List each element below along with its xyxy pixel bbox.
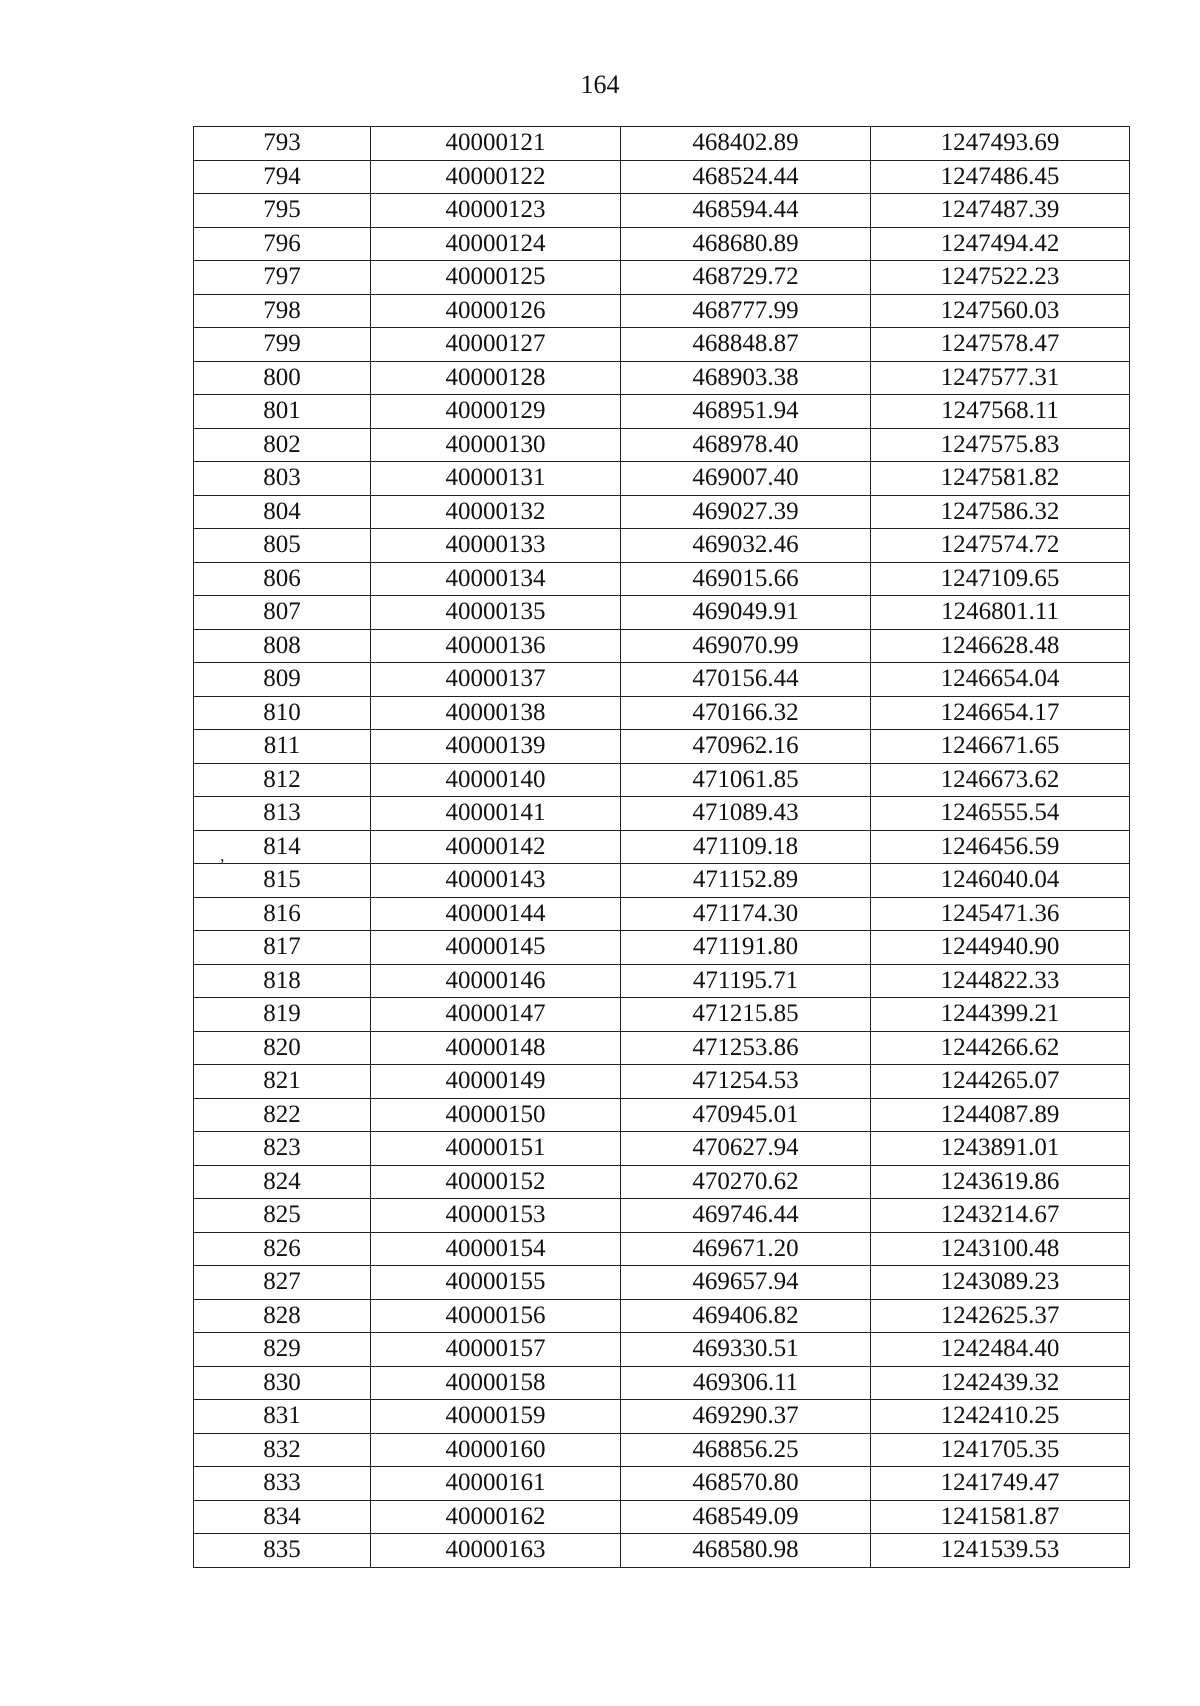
page-number: 164 <box>580 70 620 99</box>
coordinates-table-container <box>193 126 1129 1568</box>
point-id-cell: 40000131 <box>371 462 621 496</box>
x-coordinate-cell: 470270.62 <box>621 1165 871 1199</box>
table-row <box>194 194 1130 228</box>
y-coordinate-cell: 1247109.65 <box>871 562 1130 596</box>
table-row <box>194 1534 1130 1568</box>
row-number-cell: 797 <box>194 261 371 295</box>
x-coordinate-cell: 469290.37 <box>621 1400 871 1434</box>
point-id-cell: 40000128 <box>371 361 621 395</box>
row-number-cell: 809 <box>194 663 371 697</box>
table-row <box>194 830 1130 864</box>
row-number-cell: 801 <box>194 395 371 429</box>
y-coordinate-cell: 1246555.54 <box>871 797 1130 831</box>
point-id-cell: 40000161 <box>371 1467 621 1501</box>
x-coordinate-cell: 469671.20 <box>621 1232 871 1266</box>
point-id-cell: 40000145 <box>371 931 621 965</box>
y-coordinate-cell: 1242625.37 <box>871 1299 1130 1333</box>
row-number-cell: 793 <box>194 127 371 161</box>
x-coordinate-cell: 470156.44 <box>621 663 871 697</box>
y-coordinate-cell: 1246040.04 <box>871 864 1130 898</box>
table-row <box>194 964 1130 998</box>
y-coordinate-cell: 1246801.11 <box>871 596 1130 630</box>
row-number-cell: 811 <box>194 730 371 764</box>
stray-mark: , <box>220 845 225 865</box>
point-id-cell: 40000129 <box>371 395 621 429</box>
table-row <box>194 428 1130 462</box>
row-number-cell: 800 <box>194 361 371 395</box>
table-row <box>194 663 1130 697</box>
row-number-cell: 802 <box>194 428 371 462</box>
point-id-cell: 40000127 <box>371 328 621 362</box>
x-coordinate-cell: 471191.80 <box>621 931 871 965</box>
table-row <box>194 462 1130 496</box>
point-id-cell: 40000143 <box>371 864 621 898</box>
point-id-cell: 40000156 <box>371 1299 621 1333</box>
point-id-cell: 40000140 <box>371 763 621 797</box>
x-coordinate-cell: 468729.72 <box>621 261 871 295</box>
y-coordinate-cell: 1241705.35 <box>871 1433 1130 1467</box>
row-number-cell: 815 <box>194 864 371 898</box>
row-number-cell: 822 <box>194 1098 371 1132</box>
y-coordinate-cell: 1243100.48 <box>871 1232 1130 1266</box>
y-coordinate-cell: 1244265.07 <box>871 1065 1130 1099</box>
y-coordinate-cell: 1247487.39 <box>871 194 1130 228</box>
table-row <box>194 160 1130 194</box>
table-row <box>194 1333 1130 1367</box>
table-row <box>194 261 1130 295</box>
table-row <box>194 529 1130 563</box>
y-coordinate-cell: 1247586.32 <box>871 495 1130 529</box>
row-number-cell: 816 <box>194 897 371 931</box>
table-row <box>194 730 1130 764</box>
point-id-cell: 40000149 <box>371 1065 621 1099</box>
x-coordinate-cell: 470945.01 <box>621 1098 871 1132</box>
y-coordinate-cell: 1244940.90 <box>871 931 1130 965</box>
x-coordinate-cell: 471109.18 <box>621 830 871 864</box>
table-row <box>194 1266 1130 1300</box>
point-id-cell: 40000157 <box>371 1333 621 1367</box>
x-coordinate-cell: 471061.85 <box>621 763 871 797</box>
x-coordinate-cell: 468402.89 <box>621 127 871 161</box>
table-row <box>194 361 1130 395</box>
y-coordinate-cell: 1241539.53 <box>871 1534 1130 1568</box>
x-coordinate-cell: 469027.39 <box>621 495 871 529</box>
point-id-cell: 40000155 <box>371 1266 621 1300</box>
x-coordinate-cell: 468777.99 <box>621 294 871 328</box>
row-number-cell: 810 <box>194 696 371 730</box>
table-row <box>194 1232 1130 1266</box>
point-id-cell: 40000124 <box>371 227 621 261</box>
y-coordinate-cell: 1247494.42 <box>871 227 1130 261</box>
y-coordinate-cell: 1242484.40 <box>871 1333 1130 1367</box>
y-coordinate-cell: 1243619.86 <box>871 1165 1130 1199</box>
x-coordinate-cell: 469049.91 <box>621 596 871 630</box>
x-coordinate-cell: 470166.32 <box>621 696 871 730</box>
x-coordinate-cell: 471253.86 <box>621 1031 871 1065</box>
point-id-cell: 40000160 <box>371 1433 621 1467</box>
table-row <box>194 696 1130 730</box>
x-coordinate-cell: 469657.94 <box>621 1266 871 1300</box>
x-coordinate-cell: 469330.51 <box>621 1333 871 1367</box>
row-number-cell: 820 <box>194 1031 371 1065</box>
y-coordinate-cell: 1247574.72 <box>871 529 1130 563</box>
row-number-cell: 829 <box>194 1333 371 1367</box>
table-row <box>194 1065 1130 1099</box>
x-coordinate-cell: 471089.43 <box>621 797 871 831</box>
point-id-cell: 40000125 <box>371 261 621 295</box>
table-body <box>194 127 1130 1568</box>
x-coordinate-cell: 471152.89 <box>621 864 871 898</box>
x-coordinate-cell: 468856.25 <box>621 1433 871 1467</box>
row-number-cell: 803 <box>194 462 371 496</box>
x-coordinate-cell: 469032.46 <box>621 529 871 563</box>
row-number-cell: 812 <box>194 763 371 797</box>
x-coordinate-cell: 471195.71 <box>621 964 871 998</box>
table-row <box>194 328 1130 362</box>
row-number-cell: 807 <box>194 596 371 630</box>
table-row <box>194 998 1130 1032</box>
point-id-cell: 40000159 <box>371 1400 621 1434</box>
point-id-cell: 40000135 <box>371 596 621 630</box>
y-coordinate-cell: 1247575.83 <box>871 428 1130 462</box>
x-coordinate-cell: 468580.98 <box>621 1534 871 1568</box>
point-id-cell: 40000148 <box>371 1031 621 1065</box>
row-number-cell: 794 <box>194 160 371 194</box>
table-row <box>194 1299 1130 1333</box>
table-row <box>194 629 1130 663</box>
y-coordinate-cell: 1242439.32 <box>871 1366 1130 1400</box>
coordinates-table <box>193 126 1130 1568</box>
point-id-cell: 40000150 <box>371 1098 621 1132</box>
y-coordinate-cell: 1241749.47 <box>871 1467 1130 1501</box>
x-coordinate-cell: 468903.38 <box>621 361 871 395</box>
row-number-cell: 818 <box>194 964 371 998</box>
point-id-cell: 40000146 <box>371 964 621 998</box>
y-coordinate-cell: 1246654.04 <box>871 663 1130 697</box>
y-coordinate-cell: 1247560.03 <box>871 294 1130 328</box>
x-coordinate-cell: 471215.85 <box>621 998 871 1032</box>
point-id-cell: 40000151 <box>371 1132 621 1166</box>
x-coordinate-cell: 469015.66 <box>621 562 871 596</box>
point-id-cell: 40000144 <box>371 897 621 931</box>
point-id-cell: 40000139 <box>371 730 621 764</box>
y-coordinate-cell: 1247486.45 <box>871 160 1130 194</box>
table-row <box>194 1199 1130 1233</box>
y-coordinate-cell: 1247522.23 <box>871 261 1130 295</box>
point-id-cell: 40000133 <box>371 529 621 563</box>
y-coordinate-cell: 1246673.62 <box>871 763 1130 797</box>
row-number-cell: 827 <box>194 1266 371 1300</box>
y-coordinate-cell: 1243891.01 <box>871 1132 1130 1166</box>
row-number-cell: 795 <box>194 194 371 228</box>
row-number-cell: 826 <box>194 1232 371 1266</box>
row-number-cell: 831 <box>194 1400 371 1434</box>
point-id-cell: 40000158 <box>371 1366 621 1400</box>
x-coordinate-cell: 470627.94 <box>621 1132 871 1166</box>
point-id-cell: 40000132 <box>371 495 621 529</box>
row-number-cell: 832 <box>194 1433 371 1467</box>
table-row <box>194 1165 1130 1199</box>
row-number-cell: 828 <box>194 1299 371 1333</box>
table-row <box>194 1031 1130 1065</box>
row-number-cell: 799 <box>194 328 371 362</box>
row-number-cell: 834 <box>194 1500 371 1534</box>
y-coordinate-cell: 1246628.48 <box>871 629 1130 663</box>
point-id-cell: 40000138 <box>371 696 621 730</box>
row-number-cell: 798 <box>194 294 371 328</box>
row-number-cell: 808 <box>194 629 371 663</box>
table-row <box>194 1132 1130 1166</box>
y-coordinate-cell: 1247493.69 <box>871 127 1130 161</box>
row-number-cell: 835 <box>194 1534 371 1568</box>
table-row <box>194 864 1130 898</box>
point-id-cell: 40000142 <box>371 830 621 864</box>
row-number-cell: 830 <box>194 1366 371 1400</box>
table-row <box>194 1366 1130 1400</box>
point-id-cell: 40000137 <box>371 663 621 697</box>
y-coordinate-cell: 1246456.59 <box>871 830 1130 864</box>
row-number-cell: 824 <box>194 1165 371 1199</box>
x-coordinate-cell: 470962.16 <box>621 730 871 764</box>
table-row <box>194 562 1130 596</box>
x-coordinate-cell: 468680.89 <box>621 227 871 261</box>
point-id-cell: 40000141 <box>371 797 621 831</box>
row-number-cell: 817 <box>194 931 371 965</box>
x-coordinate-cell: 468951.94 <box>621 395 871 429</box>
table-row <box>194 227 1130 261</box>
x-coordinate-cell: 468978.40 <box>621 428 871 462</box>
x-coordinate-cell: 469746.44 <box>621 1199 871 1233</box>
y-coordinate-cell: 1247578.47 <box>871 328 1130 362</box>
row-number-cell: 833 <box>194 1467 371 1501</box>
table-row <box>194 897 1130 931</box>
point-id-cell: 40000154 <box>371 1232 621 1266</box>
y-coordinate-cell: 1244266.62 <box>871 1031 1130 1065</box>
x-coordinate-cell: 468524.44 <box>621 160 871 194</box>
point-id-cell: 40000147 <box>371 998 621 1032</box>
row-number-cell: 821 <box>194 1065 371 1099</box>
y-coordinate-cell: 1244399.21 <box>871 998 1130 1032</box>
y-coordinate-cell: 1245471.36 <box>871 897 1130 931</box>
table-row <box>194 1400 1130 1434</box>
x-coordinate-cell: 468549.09 <box>621 1500 871 1534</box>
table-row <box>194 395 1130 429</box>
point-id-cell: 40000152 <box>371 1165 621 1199</box>
y-coordinate-cell: 1244822.33 <box>871 964 1130 998</box>
table-row <box>194 1500 1130 1534</box>
y-coordinate-cell: 1247581.82 <box>871 462 1130 496</box>
point-id-cell: 40000121 <box>371 127 621 161</box>
y-coordinate-cell: 1246654.17 <box>871 696 1130 730</box>
y-coordinate-cell: 1242410.25 <box>871 1400 1130 1434</box>
y-coordinate-cell: 1241581.87 <box>871 1500 1130 1534</box>
table-row <box>194 294 1130 328</box>
table-row <box>194 596 1130 630</box>
y-coordinate-cell: 1243089.23 <box>871 1266 1130 1300</box>
x-coordinate-cell: 471174.30 <box>621 897 871 931</box>
point-id-cell: 40000153 <box>371 1199 621 1233</box>
table-row <box>194 763 1130 797</box>
row-number-cell: 796 <box>194 227 371 261</box>
x-coordinate-cell: 469070.99 <box>621 629 871 663</box>
row-number-cell: 813 <box>194 797 371 831</box>
table-row <box>194 1467 1130 1501</box>
point-id-cell: 40000122 <box>371 160 621 194</box>
x-coordinate-cell: 468570.80 <box>621 1467 871 1501</box>
table-row <box>194 1098 1130 1132</box>
y-coordinate-cell: 1246671.65 <box>871 730 1130 764</box>
x-coordinate-cell: 469007.40 <box>621 462 871 496</box>
x-coordinate-cell: 469406.82 <box>621 1299 871 1333</box>
row-number-cell: 823 <box>194 1132 371 1166</box>
y-coordinate-cell: 1244087.89 <box>871 1098 1130 1132</box>
row-number-cell: 804 <box>194 495 371 529</box>
point-id-cell: 40000162 <box>371 1500 621 1534</box>
table-row <box>194 495 1130 529</box>
point-id-cell: 40000123 <box>371 194 621 228</box>
table-row <box>194 127 1130 161</box>
y-coordinate-cell: 1247568.11 <box>871 395 1130 429</box>
table-row <box>194 1433 1130 1467</box>
point-id-cell: 40000136 <box>371 629 621 663</box>
row-number-cell: 805 <box>194 529 371 563</box>
x-coordinate-cell: 468594.44 <box>621 194 871 228</box>
row-number-cell: 825 <box>194 1199 371 1233</box>
x-coordinate-cell: 468848.87 <box>621 328 871 362</box>
table-row <box>194 797 1130 831</box>
x-coordinate-cell: 469306.11 <box>621 1366 871 1400</box>
point-id-cell: 40000163 <box>371 1534 621 1568</box>
point-id-cell: 40000134 <box>371 562 621 596</box>
x-coordinate-cell: 471254.53 <box>621 1065 871 1099</box>
point-id-cell: 40000130 <box>371 428 621 462</box>
table-row <box>194 931 1130 965</box>
y-coordinate-cell: 1243214.67 <box>871 1199 1130 1233</box>
row-number-cell: 819 <box>194 998 371 1032</box>
row-number-cell: 806 <box>194 562 371 596</box>
row-number-cell: 814 <box>194 830 371 864</box>
y-coordinate-cell: 1247577.31 <box>871 361 1130 395</box>
point-id-cell: 40000126 <box>371 294 621 328</box>
